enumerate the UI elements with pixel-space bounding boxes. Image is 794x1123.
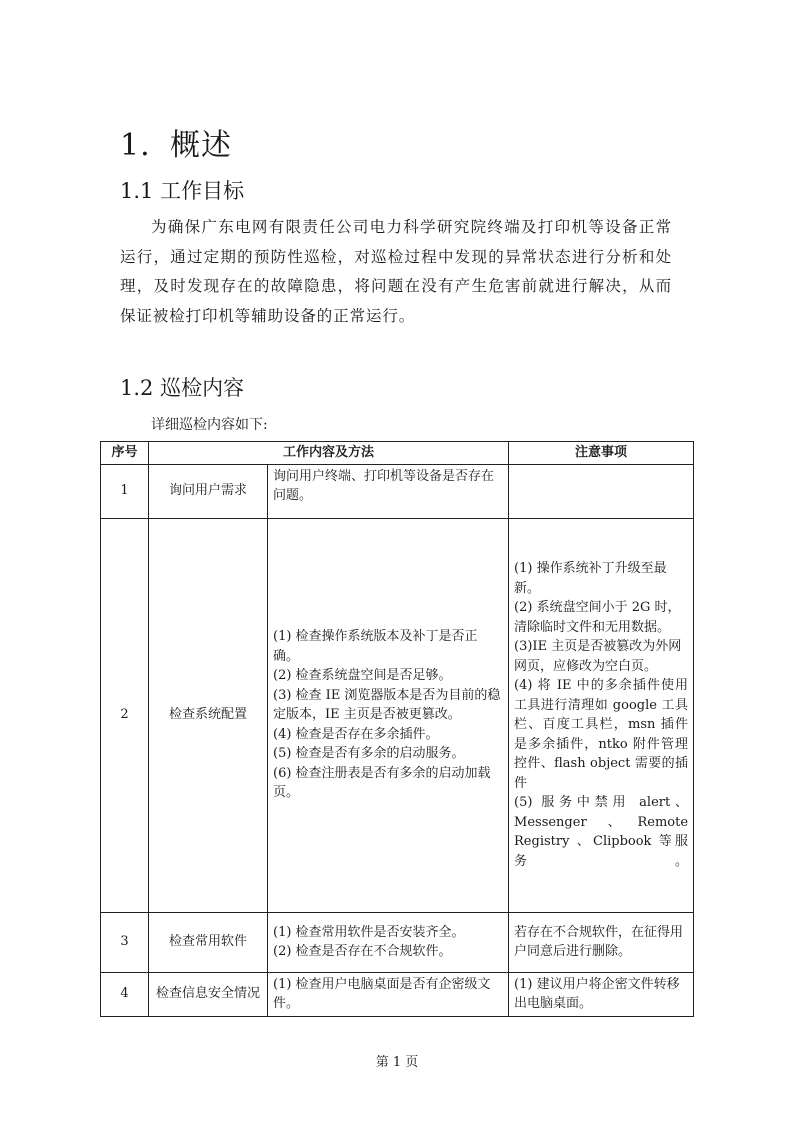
table-row (101, 464, 694, 518)
row-notes (509, 464, 694, 518)
row-number: 2 (101, 518, 149, 912)
row-number: 4 (101, 972, 149, 1016)
method-line: (3) 检查 IE 浏览器版本是否为目前的稳定版本，IE 主页是否被更篡改。 (273, 687, 501, 723)
note-line: (5) 服务中禁用 alert、Messenger 、Remote Registry 、Clipbook 等服务。 (514, 795, 689, 869)
chapter-heading (120, 126, 232, 166)
row-notes (509, 912, 694, 972)
section-heading-content: 1.2 巡检内容 (120, 376, 245, 400)
row-item: 检查信息安全情况 (149, 972, 268, 1016)
row-number: 3 (101, 912, 149, 972)
note-line: 若存在不合规软件，在征得用户同意后进行删除。 (514, 924, 684, 959)
chapter-title: 概述 (170, 128, 232, 163)
row-method (268, 464, 509, 518)
row-method (268, 518, 509, 912)
method-line: (6) 检查注册表是否有多余的启动加载页。 (273, 765, 491, 801)
row-item: 询问用户需求 (149, 464, 268, 518)
note-line: (1) 建议用户将企密文件转移出电脑桌面。 (514, 976, 680, 1011)
chapter-number: 1. (120, 128, 151, 163)
row-item: 检查常用软件 (149, 912, 268, 972)
note-line: (2) 系统盘空间小于 2G 时，清除临时文件和无用数据。 (514, 600, 681, 635)
row-number: 1 (101, 464, 149, 518)
table-row (101, 972, 694, 1016)
method-line: 询问用户终端、打印机等设备是否存在问题。 (273, 468, 495, 503)
section-heading-goal: 1.1 工作目标 (120, 179, 245, 203)
header-method: 工作内容及方法 (149, 442, 509, 465)
method-line: (1) 检查常用软件是否安装齐全。 (273, 924, 465, 940)
method-line: (5) 检查是否有多余的启动服务。 (273, 746, 465, 762)
goal-paragraph: 为确保广东电网有限责任公司电力科学研究院终端及打印机等设备正常运行，通过定期的预防性巡检，对巡检过程中发现的异常状态进行分析和处理，及时发现存在的故障隐患，将问题在没有产生危害前就进行解决，从而保证被检打印机等辅助设备的正常运行。 (120, 218, 672, 325)
header-no: 序号 (101, 442, 149, 465)
note-line: (4) 将 IE 中的多余插件使用工具进行清理如 google 工具栏、百度工具栏，msn 插件是多余插件，ntko 附件管理控件、flash object 需要的插件 (514, 678, 689, 791)
row-method (268, 912, 509, 972)
row-notes (509, 518, 694, 912)
table-header-row (101, 442, 694, 465)
table-row (101, 518, 694, 912)
row-item: 检查系统配置 (149, 518, 268, 912)
note-line: (3)IE 主页是否被篡改为外网网页，应修改为空白页。 (514, 639, 682, 674)
content-intro: 详细巡检内容如下: (151, 417, 268, 433)
header-notes: 注意事项 (509, 442, 694, 465)
method-line: (2) 检查系统盘空间是否足够。 (273, 668, 452, 684)
method-line: (1) 检查用户电脑桌面是否有企密级文件。 (273, 976, 491, 1011)
page-number: 第 1 页 (375, 1055, 419, 1070)
note-line: (1) 操作系统补丁升级至最新。 (514, 561, 667, 596)
method-line: (2) 检查是否存在不合规软件。 (273, 944, 452, 959)
table-row (101, 912, 694, 972)
method-line: (4) 检查是否存在多余插件。 (273, 726, 439, 742)
inspection-table (100, 441, 694, 1017)
row-method (268, 972, 509, 1016)
method-line: (1) 检查操作系统版本及补丁是否正确。 (273, 629, 478, 664)
row-notes (509, 972, 694, 1016)
